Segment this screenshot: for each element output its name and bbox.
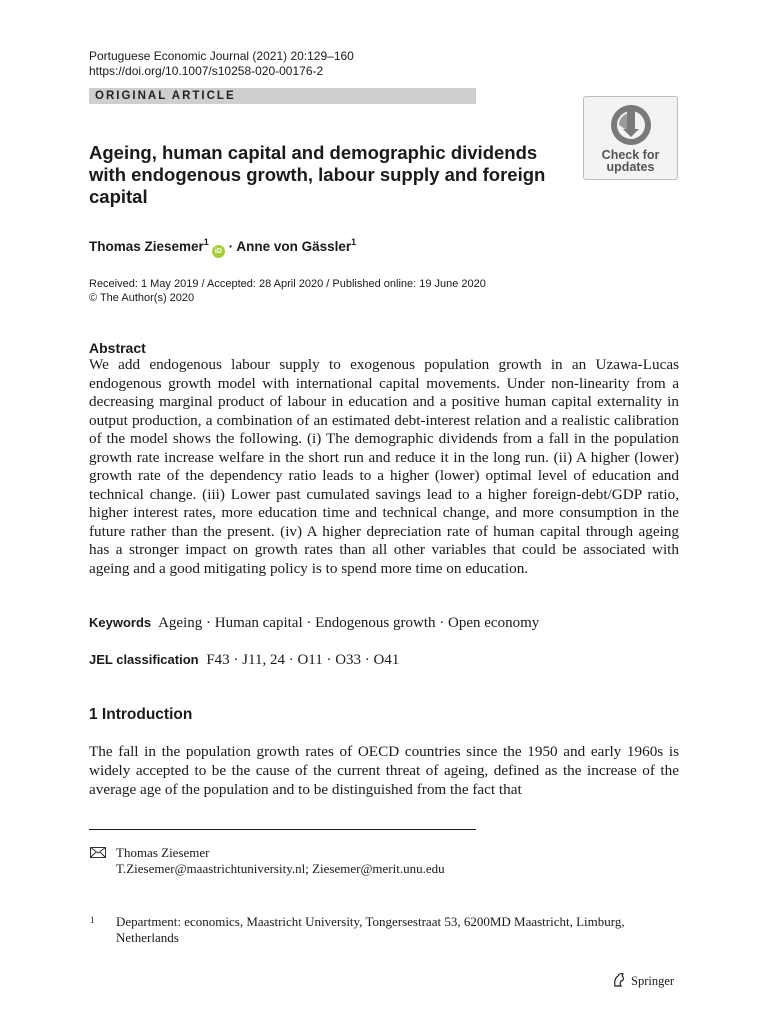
affiliation-text: Department: economics, Maastricht University, Tongersestraat 53, 6200MD Maastricht, Limburg, Netherlands	[116, 914, 625, 945]
author-affiliation-marker: 1	[203, 237, 209, 247]
envelope-icon	[90, 847, 106, 858]
jel-label: JEL classification	[89, 652, 199, 667]
keywords-value: Ageing · Human capital · Endogenous growth · Open economy	[158, 615, 540, 631]
keywords-label: Keywords	[89, 615, 152, 630]
orcid-icon[interactable]: iD	[212, 245, 225, 258]
author-affiliation-marker: 1	[351, 237, 357, 247]
corresponding-author-emails[interactable]: T.Ziesemer@maastrichtuniversity.nl; Ziesemer@merit.unu.edu	[116, 861, 445, 876]
author-name[interactable]: Thomas Ziesemer	[89, 239, 204, 254]
publisher-name: Springer	[631, 974, 675, 988]
introduction-text: The fall in the population growth rates of OECD countries since the 1950 and early 1960s is widely accepted to be the cause of the current threat of ageing, defined as the increase of the average age of the population and to be distinguished from the fact that	[89, 743, 679, 798]
article-dates	[89, 277, 486, 291]
published-date: / Published online: 19 June 2020	[326, 278, 486, 290]
check-for-updates-text	[584, 149, 677, 173]
author-separator: ·	[228, 239, 234, 254]
journal-reference: Portuguese Economic Journal (2021) 20:129–160	[89, 49, 354, 63]
abstract-text: We add endogenous labour supply to exogenous population growth in an Uzawa-Lucas endogenous growth model with international capital movements. Under non-linearity from a decreasing marginal product of labour in education and a positive human capital externality in output production, a combination of an estimated debt-interest relation and a realistic calibration of the model shows the following. (i) The demographic dividends from a fall in the population growth rate increase welfare in the short run and reduce it in the long run. (ii) A higher (lower) growth rate of the dependency ratio leads to a higher (lower) optimal level of education and technical change. (iii) Lower past cumulated savings lead to a higher foreign-debt/GDP ratio, higher interest rates, more education time and technical change, and more consumption in the future rather than the present. (iv) A higher depreciation rate of human capital through ageing has a stronger impact on growth rates than all other variables that could be associated with ageing and a good mitigating policy is to spend more time on education.	[89, 356, 679, 577]
author-name[interactable]: Anne von Gässler	[236, 239, 352, 254]
received-date: Received: 1 May 2019	[89, 278, 199, 290]
copyright-notice: © The Author(s) 2020	[89, 292, 195, 304]
affiliation-number: 1	[90, 915, 95, 925]
author-list	[89, 233, 356, 258]
article-type-label: ORIGINAL ARTICLE	[89, 88, 476, 104]
article-title: Ageing, human capital and demographic dividends with endogenous growth, labour supply and foreign capital	[89, 142, 546, 207]
abstract-heading: Abstract	[89, 340, 146, 356]
section-heading: 1 Introduction	[89, 706, 193, 723]
check-for-updates-line1: Check for	[601, 148, 660, 162]
corresponding-author-name: Thomas Ziesemer	[116, 845, 210, 860]
accepted-date: / Accepted: 28 April 2020	[201, 278, 324, 290]
jel-value: F43 · J11, 24 · O11 · O33 · O41	[206, 652, 400, 668]
keywords	[89, 614, 539, 632]
doi-link[interactable]: https://doi.org/10.1007/s10258-020-00176-2	[89, 64, 324, 78]
jel-classification	[89, 651, 399, 669]
footnote-divider	[89, 829, 476, 830]
springer-horse-icon	[611, 972, 627, 988]
check-for-updates-icon	[609, 103, 653, 147]
check-for-updates-line2: updates	[606, 160, 655, 174]
check-for-updates-badge[interactable]	[583, 96, 678, 180]
springer-logo	[611, 972, 674, 989]
